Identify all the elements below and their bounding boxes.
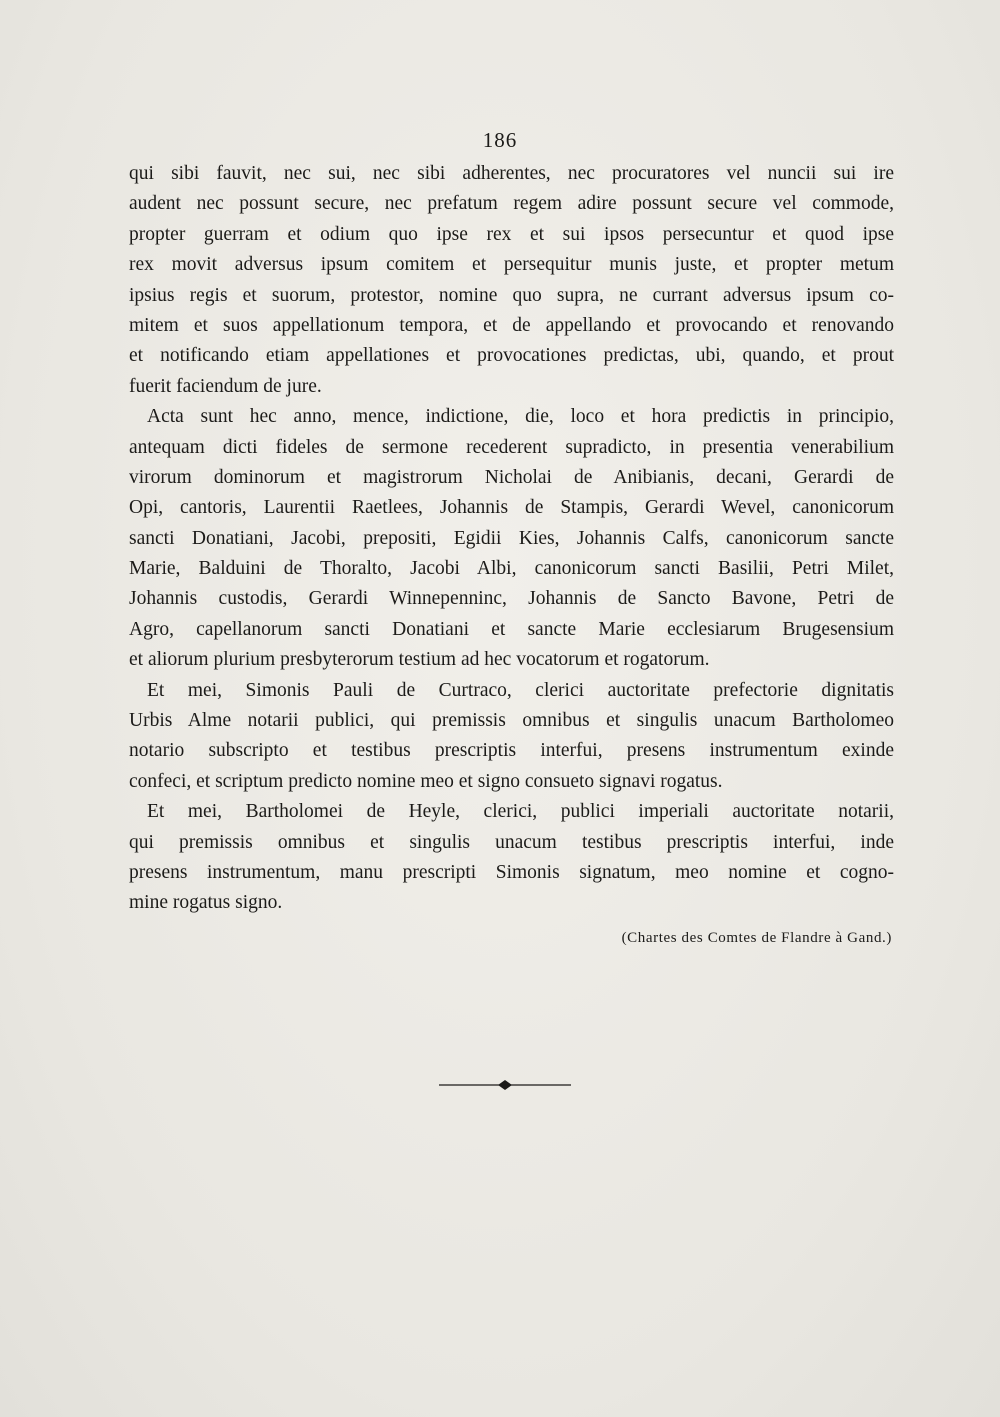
text-line: confeci, et scriptum predicto nomine meo et signo consueto signavi rogatus. (129, 770, 723, 792)
text-line: virorum dominorum et magistrorum Nicholai de Anibianis, decani, Gerardi de (129, 466, 894, 488)
text-line: Et mei, Bartholomei de Heyle, clerici, publici imperiali auctoritate notarii, (147, 801, 894, 823)
text-line: et notificando etiam appellationes et provocationes predictas, ubi, quando, et prout (129, 345, 894, 367)
source-citation: (Chartes des Comtes de Flandre à Gand.) (621, 930, 892, 946)
text-line: presens instrumentum, manu prescripti Simonis signatum, meo nomine et cogno- (129, 861, 894, 883)
text-line: antequam dicti fideles de sermone recederent supradicto, in presentia venerabilium (129, 436, 894, 458)
text-line: Johannis custodis, Gerardi Winnepenninc, Johannis de Sancto Bavone, Petri de (129, 588, 894, 610)
text-line: Opi, cantoris, Laurentii Raetlees, Johannis de Stampis, Gerardi Wevel, canonicorum (129, 497, 894, 519)
diamond-rule-ornament-icon (439, 1078, 571, 1092)
text-line: rex movit adversus ipsum comitem et persequitur munis juste, et propter metum (129, 254, 894, 276)
text-line: fuerit faciendum de jure. (129, 375, 322, 397)
text-line: notario subscripto et testibus prescriptis interfui, presens instrumentum exinde (129, 740, 894, 762)
text-line: Urbis Alme notarii publici, qui premissis omnibus et singulis unacum Bartholomeo (129, 710, 894, 732)
text-line: ipsius regis et suorum, protestor, nomine quo supra, ne currant adversus ipsum co- (129, 284, 894, 306)
text-line: propter guerram et odium quo ipse rex et sui ipsos persecuntur et quod ipse (129, 223, 894, 245)
text-line: Marie, Balduini de Thoralto, Jacobi Albi, canonicorum sancti Basilii, Petri Milet, (129, 558, 894, 580)
text-line: qui premissis omnibus et singulis unacum testibus prescriptis interfui, inde (129, 831, 894, 853)
page-number: 186 (482, 128, 518, 152)
text-line: Agro, capellanorum sancti Donatiani et sancte Marie ecclesiarum Brugesensium (129, 618, 894, 640)
text-line: sancti Donatiani, Jacobi, prepositi, Egidii Kies, Johannis Calfs, canonicorum sancte (129, 527, 894, 549)
text-line: Et mei, Simonis Pauli de Curtraco, clerici auctoritate prefectorie dignitatis (147, 679, 894, 701)
text-line: audent nec possunt secure, nec prefatum regem adire possunt secure vel commode, (129, 193, 894, 215)
text-line: mitem et suos appellationum tempora, et de appellando et provocando et renovando (129, 314, 894, 336)
text-line: et aliorum plurium presbyterorum testium ad hec vocatorum et rogatorum. (129, 649, 710, 671)
text-line: mine rogatus signo. (129, 892, 283, 914)
text-line: qui sibi fauvit, nec sui, nec sibi adherentes, nec procuratores vel nuncii sui ire (129, 163, 894, 184)
text-line: Acta sunt hec anno, mence, indictione, die, loco et hora predictis in principio, (147, 406, 894, 428)
body-text (129, 159, 894, 919)
